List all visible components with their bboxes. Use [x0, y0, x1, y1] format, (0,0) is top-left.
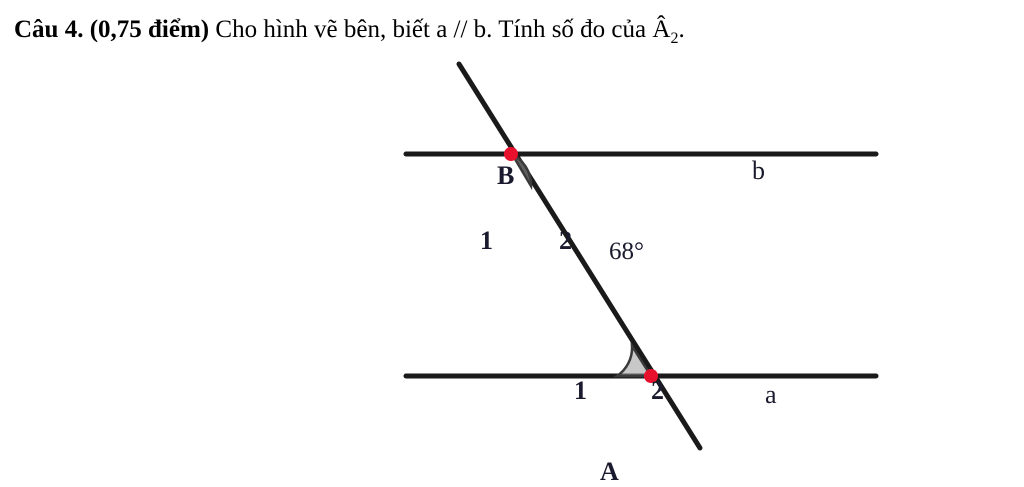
- question-text: [14, 14, 1010, 55]
- label-point-A: A: [600, 457, 619, 486]
- label-point-B: B: [497, 161, 515, 190]
- question-period: .: [678, 16, 685, 43]
- label-angle-B1: 1: [480, 226, 493, 255]
- point-B-marker: [504, 147, 518, 161]
- angle-symbol: Â: [652, 16, 671, 43]
- label-angle-A2: 2: [651, 376, 664, 405]
- label-line-b: b: [752, 156, 765, 185]
- angle-subscript: 2: [670, 30, 679, 47]
- label-angle-B2: 2: [559, 226, 572, 255]
- geometry-figure: [0, 56, 1024, 486]
- question-number: Câu 4. (0,75 điểm): [14, 16, 210, 43]
- label-line-a: a: [765, 380, 777, 409]
- question-body: Cho hình vẽ bên, biết a // b. Tính số đo của: [215, 16, 647, 43]
- label-angle-A1: 1: [574, 376, 587, 405]
- label-given-angle: 68°: [609, 238, 644, 265]
